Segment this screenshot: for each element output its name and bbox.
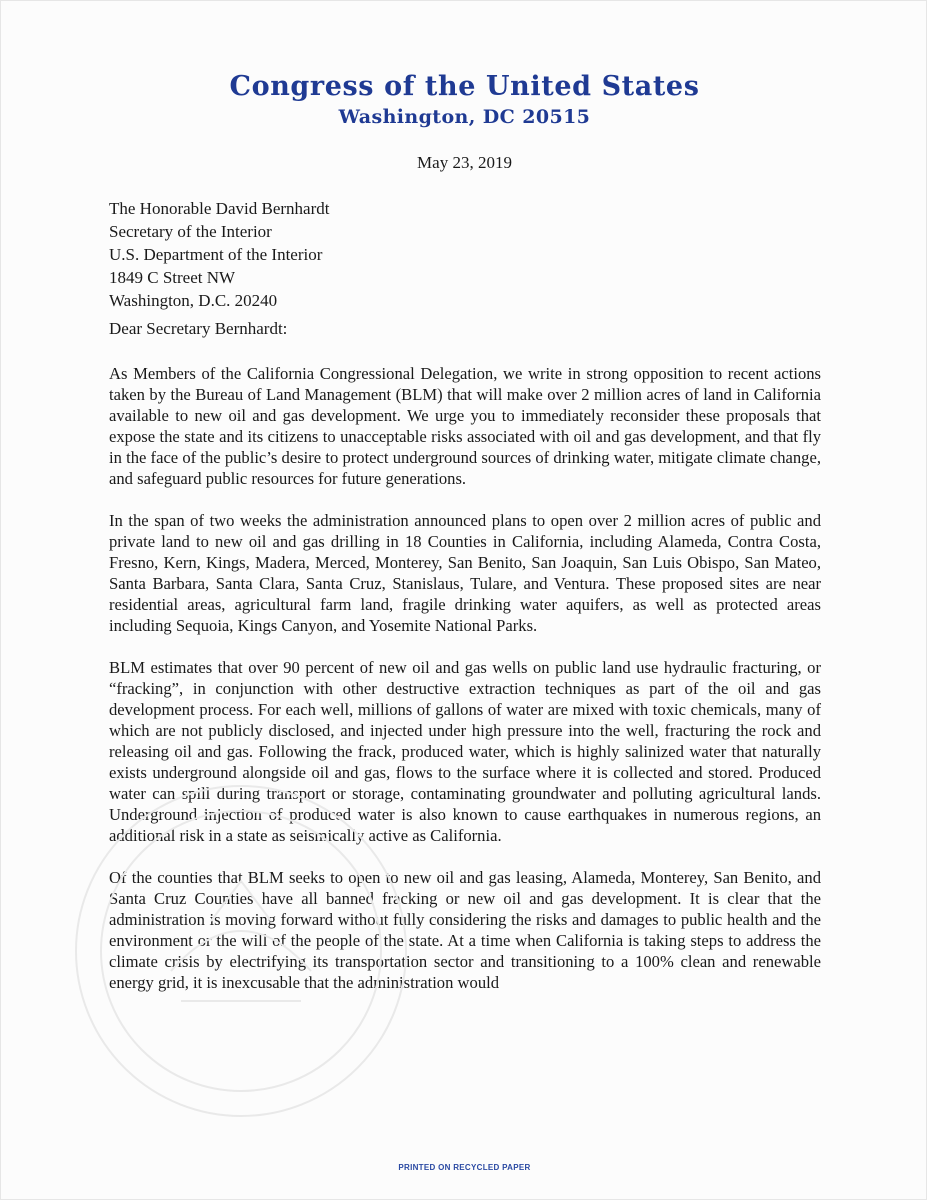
- letterhead-title: Congress of the United States: [229, 71, 700, 102]
- recipient-line: The Honorable David Bernhardt: [109, 199, 330, 218]
- body-paragraph: As Members of the California Congressional Delegation, we write in strong opposition to recent actions taken by the Bureau of Land Management (BLM) that will make over 2 million acres of land in California available to new oil and gas development. We urge you to immediately reconsider these proposals that expose the state and its citizens to unacceptable risks associated with oil and gas development, and that fly in the face of the public’s desire to protect underground sources of drinking water, mitigate climate change, and safeguard public resources for future generations.: [109, 364, 821, 488]
- body-paragraph: In the span of two weeks the administration announced plans to open over 2 million acres of public and private land to new oil and gas drilling in 18 Counties in California, including Alameda, Contra Costa, Fresno, Kern, Kings, Madera, Merced, Monterey, San Benito, San Joaquin, San Luis Obispo, San Mateo, Santa Barbara, Santa Clara, Santa Cruz, Stanislaus, Tulare, and Ventura. These proposed sites are near residential areas, agricultural farm land, fragile drinking water aquifers, as well as protected areas including Sequoia, Kings Canyon, and Yosemite National Parks.: [109, 511, 821, 635]
- letterhead-subtitle: Washington, DC 20515: [338, 106, 591, 128]
- body-paragraph: BLM estimates that over 90 percent of new oil and gas wells on public land use hydraulic fracturing, or “fracking”, in conjunction with other destructive extraction techniques as part of the oil and gas development process. For each well, millions of gallons of water are mixed with toxic chemicals, many of which are not publicly disclosed, and injected under high pressure into the well, fracturing the rock and releasing oil and gas. Following the frack, produced water, which is highly salinized water that naturally exists underground alongside oil and gas, flows to the surface where it is collected and stored. Produced water can spill during transport or storage, contaminating groundwater and polluting agricultural lands. Underground injection of produced water is also known to cause earthquakes in numerous regions, an additional risk in a state as seismically active as California.: [109, 658, 821, 845]
- recycled-paper-footer: PRINTED ON RECYCLED PAPER: [398, 1163, 531, 1172]
- letter-date: May 23, 2019: [417, 153, 512, 172]
- recipient-line: 1849 C Street NW: [109, 268, 236, 287]
- recipient-line: Secretary of the Interior: [109, 222, 272, 241]
- recipient-address: [109, 197, 329, 312]
- recipient-line: U.S. Department of the Interior: [109, 245, 323, 264]
- letter-body: [109, 363, 821, 1014]
- letterhead: [1, 71, 927, 128]
- salutation: Dear Secretary Bernhardt:: [109, 319, 288, 338]
- body-paragraph: Of the counties that BLM seeks to open to new oil and gas leasing, Alameda, Monterey, San Benito, and Santa Cruz Counties have all banned fracking or new oil and gas development. It is clear that the administration is moving forward without fully considering the risks and damages to public health and the environment or the will of the people of the state. At a time when California is taking steps to address the climate crisis by electrifying its transportation sector and transitioning to a 100% clean and renewable energy grid, it is inexcusable that the administration would: [109, 868, 821, 992]
- recipient-line: Washington, D.C. 20240: [109, 291, 278, 310]
